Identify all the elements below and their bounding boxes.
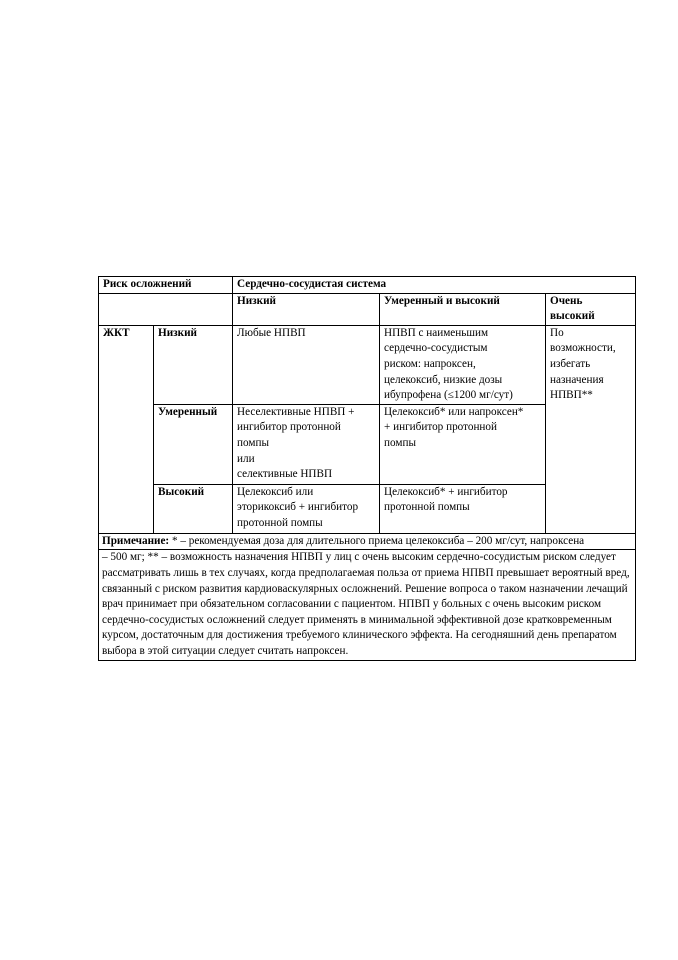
- gi-level-moderate: Умеренный: [154, 404, 233, 484]
- note-label: Примечание:: [102, 534, 170, 547]
- note-row-1: [99, 533, 636, 550]
- gi-low-cv-moderate: НПВП с наименьшим сердечно-сосудистым риском: напроксен, целекоксиб, низкие дозы ибупрофена (≤1200 мг/сут): [380, 325, 546, 404]
- header-row-1: [99, 277, 636, 294]
- gi-moderate-cv-moderate: Целекоксиб* или напроксен* + ингибитор протонной помпы: [380, 404, 546, 484]
- cv-system-header: Сердечно-сосудистая система: [233, 277, 636, 294]
- gi-level-low: Низкий: [154, 325, 233, 404]
- risk-header: Риск осложнений: [99, 277, 233, 294]
- cv-low-header: Низкий: [233, 293, 380, 325]
- cv-very-high-header: Очень высокий: [546, 293, 636, 325]
- gi-high-cv-moderate: Целекоксиб* + ингибитор протонной помпы: [380, 484, 546, 533]
- note-first-text: * – рекомендуемая доза для длительного приема целекоксиба – 200 мг/сут, напроксена: [169, 534, 585, 547]
- cv-moderate-high-header: Умеренный и высокий: [380, 293, 546, 325]
- gi-label: ЖКТ: [99, 325, 154, 533]
- note-first-line: [99, 533, 636, 550]
- cv-very-high-cell: По возможности, избегать назначения НПВП**: [546, 325, 636, 533]
- header-empty-cell: [99, 293, 233, 325]
- note-body: – 500 мг; ** – возможность назначения НПВП у лиц с очень высоким сердечно-сосудистым риском следует рассматривать лишь в тех случаях, когда предполагаемая польза от приема НПВП превышает вероятный вред, связанный с риском развития кардиоваскулярных осложнений. Решение вопроса о таком назначении лечащий врач принимает при обязательном согласовании с пациентом. НПВП у больных с очень высоким риском сердечно-сосудистых осложнений следует применять в минимальной эффективной дозе кратковременным курсом, достаточным для достижения требуемого клинического эффекта. На сегодняшний день препаратом выбора в этой ситуации следует считать напроксен.: [99, 550, 636, 660]
- gi-low-row: [99, 325, 636, 404]
- note-row-2: [99, 550, 636, 660]
- gi-high-cv-low: Целекоксиб или эторикоксиб + ингибитор протонной помпы: [233, 484, 380, 533]
- header-row-2: [99, 293, 636, 325]
- gi-level-high: Высокий: [154, 484, 233, 533]
- gi-moderate-cv-low: Неселективные НПВП + ингибитор протонной помпы или селективные НПВП: [233, 404, 380, 484]
- gi-low-cv-low: Любые НПВП: [233, 325, 380, 404]
- nsaid-risk-table: [98, 276, 636, 661]
